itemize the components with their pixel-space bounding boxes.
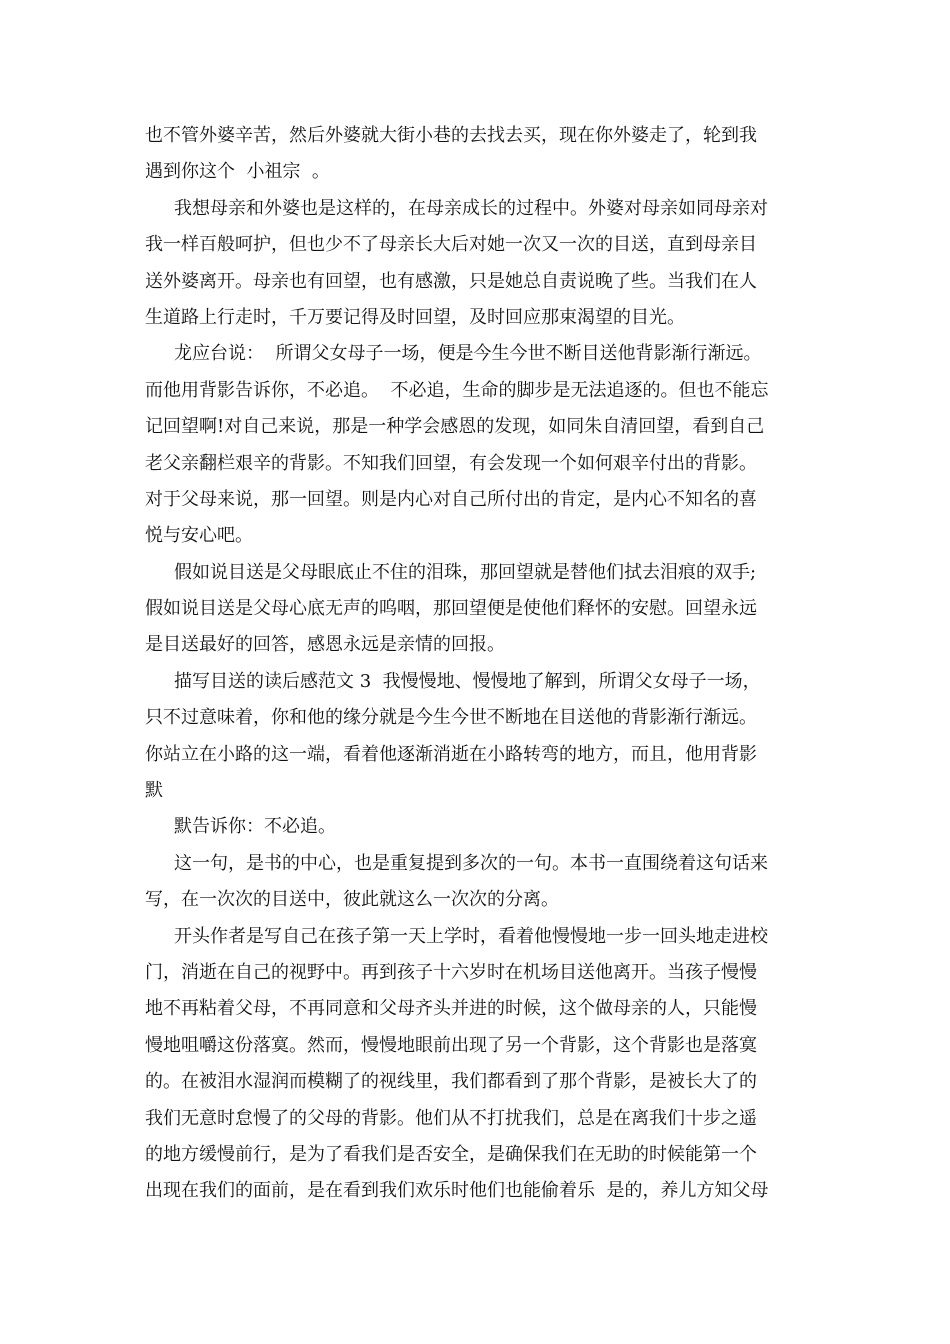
text-line: 描写目送的读后感范文 3 我慢慢地、慢慢地了解到，所谓父女母子一场，: [174, 670, 761, 692]
text-line: 而他用背影告诉你，不必追。 不必追，生命的脚步是无法追逐的。但也不能忘: [145, 379, 769, 401]
text-line: 写，在一次次的目送中，彼此就这么一次次的分离。: [145, 889, 559, 911]
text-line: 遇到你这个 小祖宗 。: [145, 161, 330, 183]
text-line: 我一样百般呵护，但也少不了母亲长大后对她一次又一次的目送，直到母亲目: [145, 234, 757, 256]
text-line: 我们无意时怠慢了的父母的背影。他们从不打扰我们，总是在离我们十步之遥: [145, 1107, 757, 1129]
text-line: 我想母亲和外婆也是这样的，在母亲成长的过程中。外婆对母亲如同母亲对: [174, 197, 768, 219]
text-line: 地不再粘着父母，不再同意和父母齐头并进的时候，这个做母亲的人，只能慢: [145, 998, 757, 1020]
text-line: 也不管外婆辛苦，然后外婆就大街小巷的去找去买，现在你外婆走了，轮到我: [145, 125, 757, 146]
text-line: 的。在被泪水湿润而模糊了的视线里，我们都看到了那个背影，是被长大了的: [145, 1071, 757, 1093]
text-line: 门，消逝在自己的视野中。再到孩子十六岁时在机场目送他离开。当孩子慢慢: [145, 961, 757, 983]
text-line: 送外婆离开。母亲也有回望，也有感激，只是她总自责说晚了些。当我们在人: [145, 270, 757, 292]
text-line: 对于父母来说，那一回望。则是内心对自己所付出的肯定，是内心不知名的喜: [145, 488, 757, 510]
text-line: 开头作者是写自己在孩子第一天上学时，看着他慢慢地一步一回头地走进校: [174, 925, 768, 947]
text-line: 只不过意味着，你和他的缘分就是今生今世不断地在目送他的背影渐行渐远。: [145, 707, 757, 729]
text-line: 假如说目送是父母眼底止不住的泪珠，那回望就是替他们拭去泪痕的双手;: [174, 561, 757, 583]
text-line: 记回望啊!对自己来说，那是一种学会感恩的发现，如同朱自清回望，看到自己: [145, 416, 765, 438]
text-line: 是目送最好的回答，感恩永远是亲情的回报。: [145, 634, 505, 656]
text-line: 出现在我们的面前，是在看到我们欢乐时他们也能偷着乐 是的，养儿方知父母: [145, 1180, 769, 1202]
text-line: 老父亲翻栏艰辛的背影。不知我们回望，有会发现一个如何艰辛付出的背影。: [145, 452, 757, 474]
text-line: 龙应台说： 所谓父女母子一场，便是今生今世不断目送他背影渐行渐远。: [174, 343, 762, 365]
text-line: 生道路上行走时，千万要记得及时回望，及时回应那束渴望的目光。: [145, 306, 685, 328]
text-line: 这一句，是书的中心，也是重复提到多次的一句。本书一直围绕着这句话来: [174, 852, 768, 874]
text-line: 的地方缓慢前行，是为了看我们是否安全，是确保我们在无助的时候能第一个: [145, 1143, 757, 1165]
text-line: 慢地咀嚼这份落寞。然而，慢慢地眼前出现了另一个背影，这个背影也是落寞: [145, 1034, 757, 1056]
text-line: 悦与安心吧。: [145, 525, 253, 547]
text-line: 你站立在小路的这一端，看着他逐渐消逝在小路转弯的地方，而且，他用背影: [145, 743, 757, 765]
text-line: 默告诉你：不必追。: [174, 816, 336, 838]
text-line: 默: [145, 780, 163, 802]
text-line: 假如说目送是父母心底无声的呜咽，那回望便是使他们释怀的安慰。回望永远: [145, 598, 757, 620]
document-body: [145, 118, 809, 1210]
